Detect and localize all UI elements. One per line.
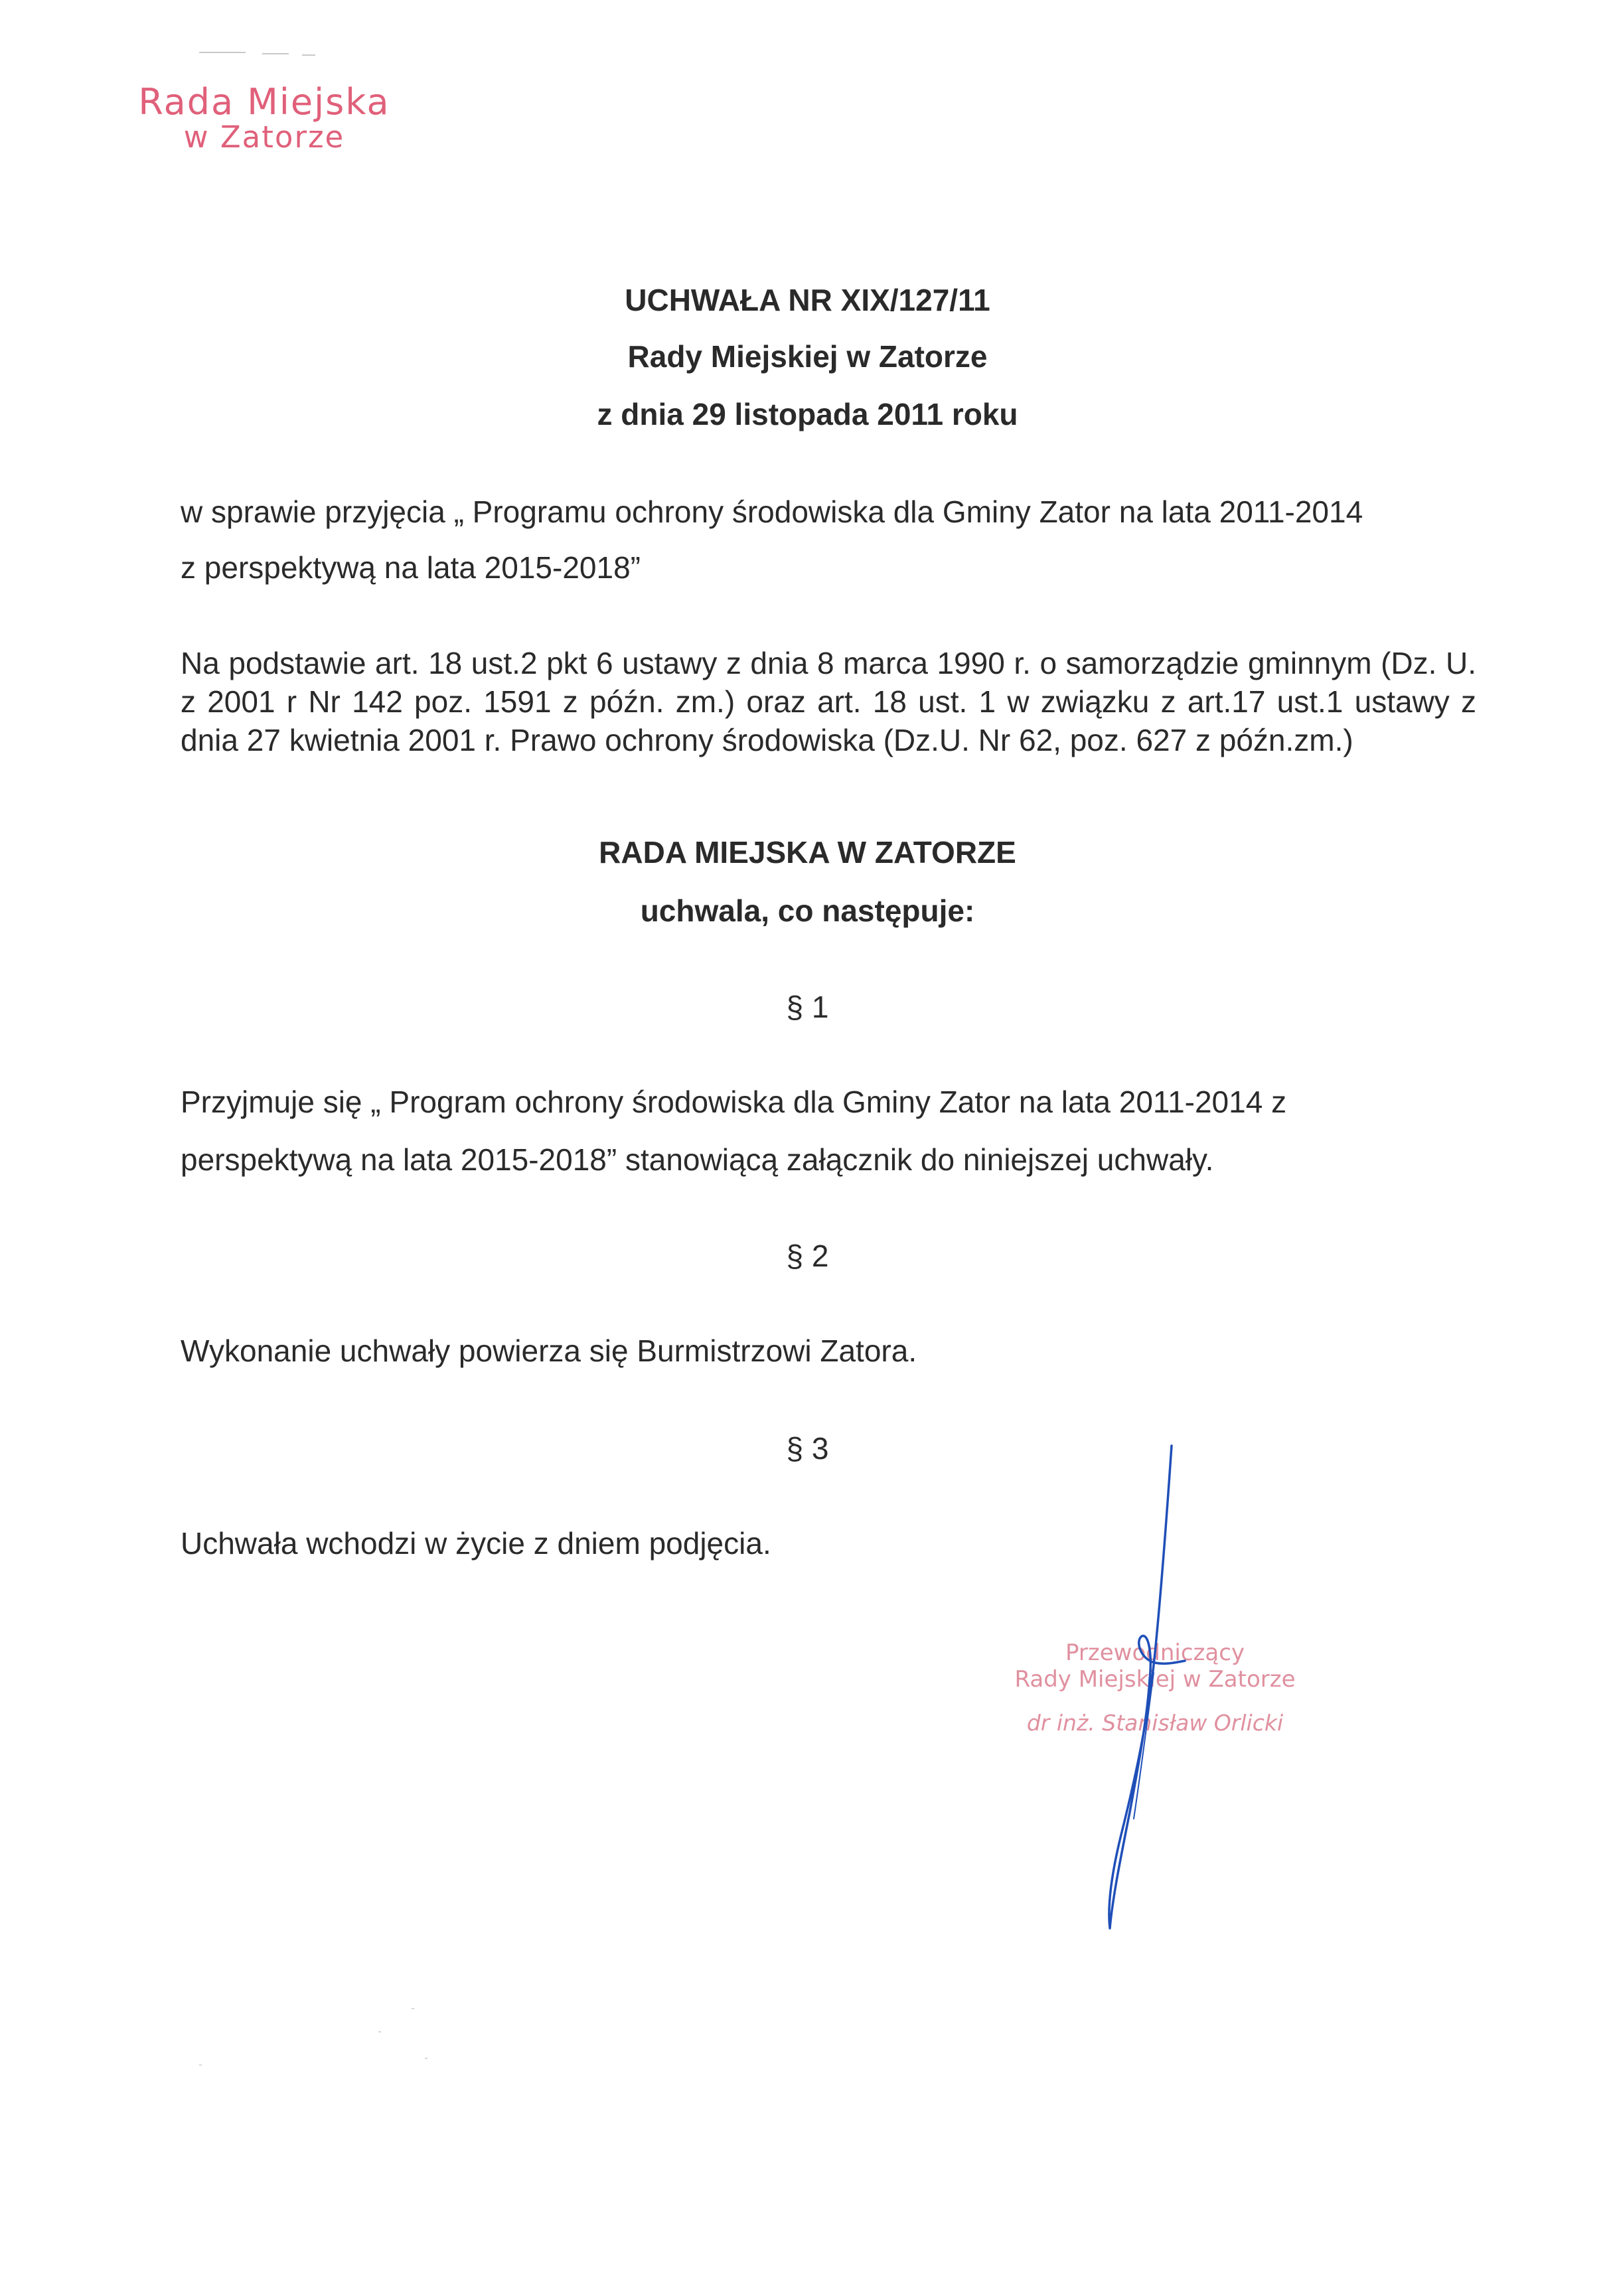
scan-artifact <box>302 54 315 56</box>
resolution-date: z dnia 29 listopada 2011 roku <box>597 397 1018 431</box>
resolution-title: UCHWAŁA NR XIX/127/11 <box>625 283 990 317</box>
section-3-sign: § 3 <box>786 1431 829 1466</box>
handwritten-signature <box>1049 1434 1248 1938</box>
section-2-line-1: Wykonanie uchwały powierza się Burmistrzowi Zatora. <box>181 1334 917 1368</box>
scan-artifact <box>262 53 289 54</box>
scan-artifact <box>378 2031 381 2032</box>
section-1-line-2: perspektywą na lata 2015-2018” stanowiącą załącznik do niniejszej uchwały. <box>181 1142 1214 1177</box>
chairman-stamp-line1: Przewodniczący <box>1065 1640 1245 1666</box>
scan-artifact <box>199 2064 202 2066</box>
chairman-stamp-name: dr inż. Stanisław Orlicki <box>1026 1710 1284 1736</box>
section-3-line-1: Uchwała wchodzi w życie z dniem podjęcia. <box>181 1526 771 1561</box>
scan-artifact <box>412 2008 414 2009</box>
scan-artifact <box>199 52 246 53</box>
council-stamp <box>112 83 417 154</box>
resolution-body: Rady Miejskiej w Zatorze <box>627 339 988 374</box>
section-1-line-1: Przyjmuje się „ Program ochrony środowiska dla Gminy Zator na lata 2011-2014 z <box>181 1085 1287 1119</box>
scan-artifact <box>425 2058 427 2059</box>
subject-line-2: z perspektywą na lata 2015-2018” <box>181 550 641 585</box>
council-name: RADA MIEJSKA W ZATORZE <box>599 835 1016 870</box>
chairman-stamp-line2: Rady Miejskiej w Zatorze <box>1014 1666 1296 1693</box>
resolution-decides: uchwala, co następuje: <box>640 893 975 928</box>
legal-basis: Na podstawie art. 18 ust.2 pkt 6 ustawy z dnia 8 marca 1990 r. o samorządzie gminnym (Dz. U. z 2001 r Nr 142 poz. 1591 z późn. zm.) oraz art. 18 ust. 1 w związku z art.17 ust.1 ustawy z dnia 27 kwietnia 2001 r. Prawo ochrony środowiska (Dz.U. Nr 62, poz. 627 z późn.zm.) <box>181 646 1476 757</box>
section-2-sign: § 2 <box>786 1239 829 1273</box>
section-1-sign: § 1 <box>786 990 829 1024</box>
council-stamp-line1: Rada Miejska <box>138 81 390 123</box>
subject-line-1: w sprawie przyjęcia „ Programu ochrony środowiska dla Gminy Zator na lata 2011-2014 <box>181 495 1363 529</box>
council-stamp-line2: w Zatorze <box>183 119 345 155</box>
